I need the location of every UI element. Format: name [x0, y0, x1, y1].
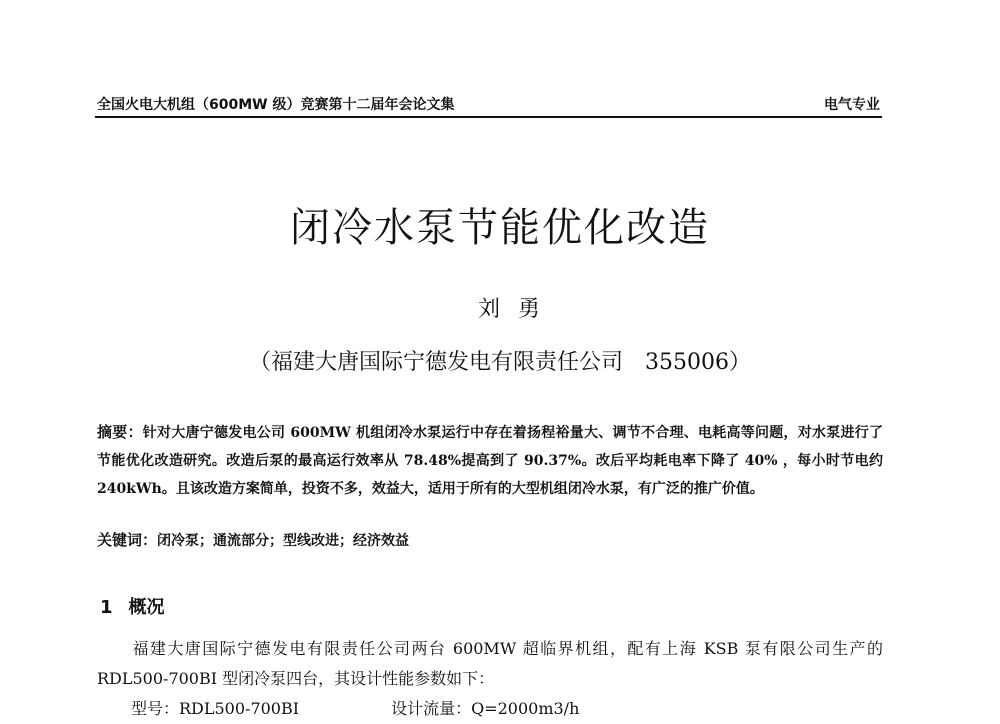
paper-title: 闭冷水泵节能优化改造	[290, 205, 710, 251]
section-title: 概况	[128, 597, 165, 618]
affiliation-postcode: 355006）	[645, 350, 751, 375]
keywords-label: 关键词：	[97, 531, 158, 549]
body-paragraph	[97, 634, 883, 694]
section-heading	[100, 593, 165, 619]
spec-model: 型号：RDL500-700BI	[131, 699, 300, 718]
body-paragraph-text: 福建大唐国际宁德发电有限责任公司两台 600MW 超临界机组，配有上海 KSB 泵有限公司生产的 RDL500-700BI 型闭冷泵四台，其设计性能参数如下：	[97, 639, 883, 688]
running-header-right: 电气专业	[824, 97, 880, 113]
affiliation-org: （福建大唐国际宁德发电有限责任公司	[249, 350, 624, 375]
running-header-left: 全国火电大机组（600MW 级）竞赛第十二届年会论文集	[97, 97, 455, 113]
author-affiliation	[0, 345, 1000, 376]
header-rule	[95, 116, 882, 118]
spec-line	[131, 694, 891, 724]
section-number: 1	[100, 597, 113, 618]
keywords-text: 闭冷泵；通流部分；型线改进；经济效益	[157, 533, 410, 549]
abstract-label: 摘要：	[97, 423, 143, 441]
keywords	[97, 526, 883, 555]
abstract-text: 针对大唐宁德发电公司 600MW 机组闭冷水泵运行中存在着扬程裕量大、调节不合理、电耗高等问题，对水泵进行了节能优化改造研究。改造后泵的最高运行效率从 78.48%提高到了 90.37%。改后平均耗电率下降了 40% ，每小时节电约 240kWh。且该改造方案简单，投资不多，效益大，适用于所有的大型机组闭冷水泵，有广泛的推广价值。	[97, 425, 883, 497]
abstract	[97, 418, 883, 503]
author-name: 刘勇	[477, 297, 558, 322]
spec-flow: 设计流量：Q=2000m3/h	[391, 699, 580, 718]
running-header	[97, 94, 880, 116]
